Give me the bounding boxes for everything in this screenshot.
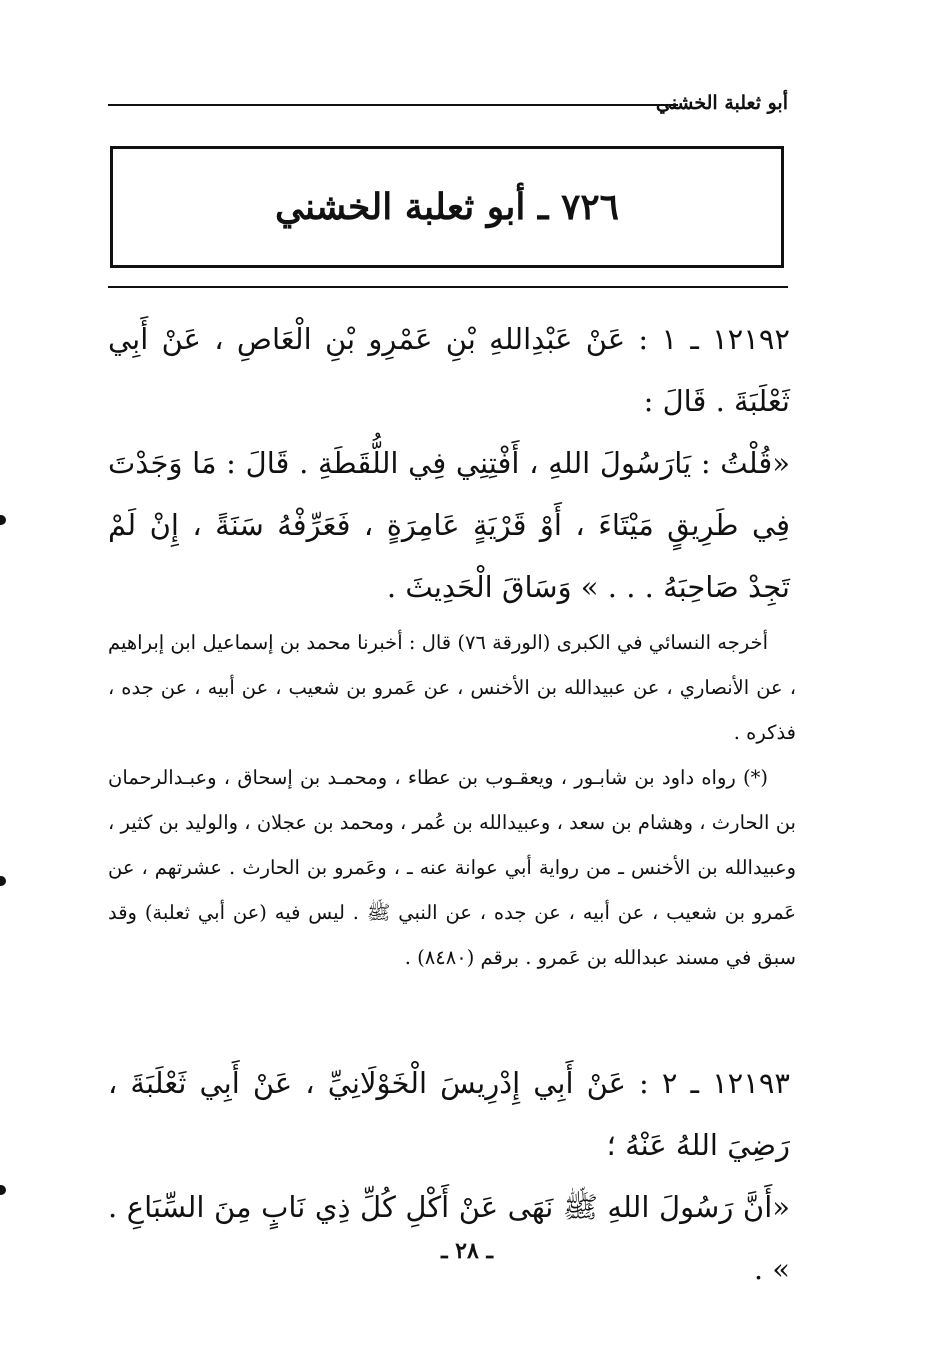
hadith-12193-isnad: ١٢١٩٣ ـ ٢ : عَنْ أَبِي إِدْرِيسَ الْخَوْلَانِيِّ ، عَنْ أَبِي ثَعْلَبَةَ ، رَضِيَ اللهُ عَنْهُ ؛ [108,1066,790,1162]
running-header [108,88,788,118]
scan-edge-mark [0,876,6,886]
title-divider [108,286,788,288]
page-number: ـ ٢٨ ـ [441,1238,493,1264]
takhrij-note: أخرجه النسائي في الكبرى (الورقة ٧٦) قال : أخبرنا محمد بن إسماعيل ابن إبراهيم ، عن الأنصاري ، عن عبيدالله بن الأخنس ، عن عَمرو بن شعيب ، عن أبيه ، عن جده ، فذكره . [108,631,796,744]
header-rule [108,104,678,106]
scan-edge-mark [0,1185,6,1195]
hadith-12192 [108,308,790,618]
footnote-comment: (*) رواه داود بن شابـور ، ويعقـوب بن عطاء ، ومحمـد بن إسحاق ، وعبـدالرحمان بن الحارث ، وهشام بن سعد ، وعبيدالله بن عُمر ، ومحمد بن عجلان ، والوليد بن كثير ، وعبيدالله بن الأخنس ـ من رواية أبي عوانة عنه ـ ، وعَمرو بن الحارث . عشرتهم ، عن عَمرو بن شعيب ، عن أبيه ، عن جده ، عن النبي ﷺ . ليس فيه (عن أبي ثعلبة) وقد سبق في مسند عبدالله بن عَمرو . برقم (٨٤٨٠) . [108,766,796,969]
hadith-12192-isnad: ١٢١٩٢ ـ ١ : عَنْ عَبْدِاللهِ بْنِ عَمْرِو بْنِ الْعَاصِ ، عَنْ أَبِي ثَعْلَبَةَ . قَالَ : [108,322,790,418]
scan-edge-mark [0,515,6,525]
chapter-title: ٧٢٦ ـ أبو ثعلبة الخشني [275,186,619,228]
running-title: أبو ثعلبة الخشني [655,92,788,114]
hadith-12193-matn: «أَنَّ رَسُولَ اللهِ ﷺ نَهَى عَنْ أَكْلِ كُلِّ ذِي نَابٍ مِنَ السِّبَاعِ . » . [108,1190,790,1286]
hadith-12192-notes [108,620,796,980]
chapter-title-box [110,146,784,268]
hadith-12192-matn: «قُلْتُ : يَارَسُولَ اللهِ ، أَفْتِنِي فِي اللُّقَطَةِ . قَالَ : مَا وَجَدْتَ فِي طَرِيقٍ مَيْتَاءَ ، أَوْ قَرْيَةٍ عَامِرَةٍ ، فَعَرِّفْهُ سَنَةً ، إِنْ لَمْ تَجِدْ صَاحِبَهُ . . . » وَسَاقَ الْحَدِيثَ . [108,446,790,604]
